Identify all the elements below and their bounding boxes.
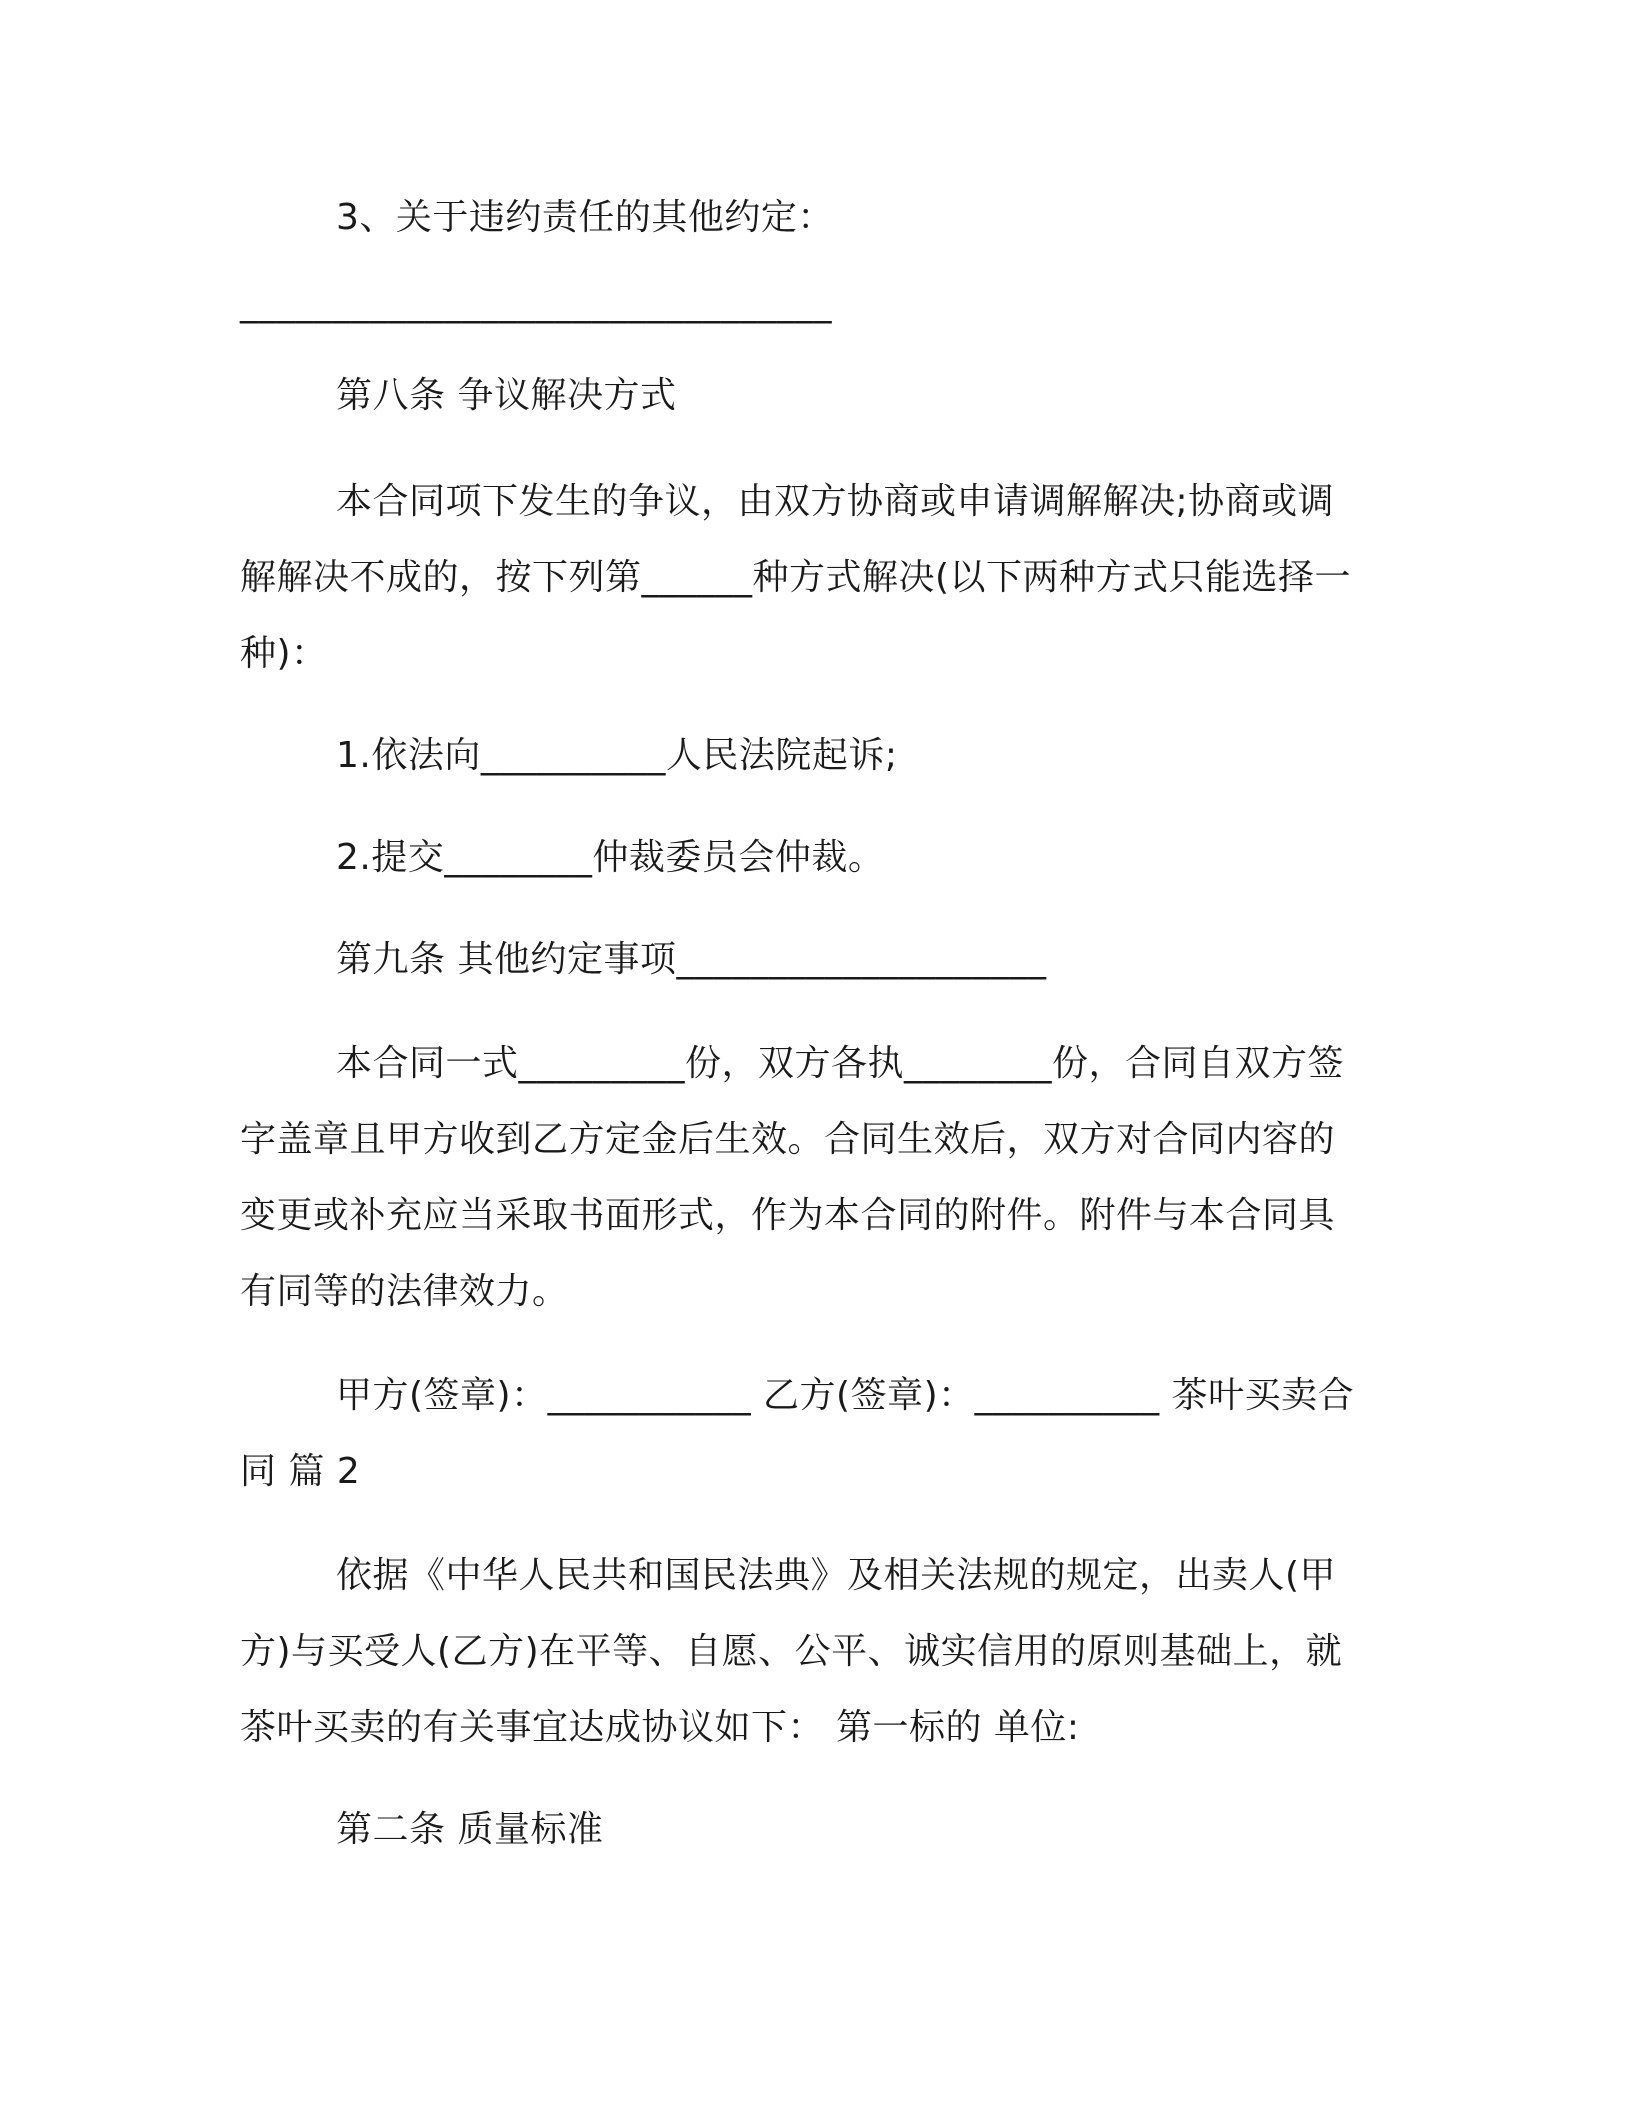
paragraph-line: 方)与买受人(乙方)在平等、自愿、公平、诚实信用的原则基础上，就 xyxy=(240,1631,1343,1672)
paragraph-line: 茶叶买卖的有关事宜达成协议如下： 第一标的 单位: xyxy=(240,1707,1080,1748)
paragraph-line: 字盖章且甲方收到乙方定金后生效。合同生效后，双方对合同内容的 xyxy=(240,1119,1336,1160)
section-title: 同 篇 2 xyxy=(240,1451,361,1492)
paragraph-line: 种)： xyxy=(240,633,328,674)
paragraph-line: 解解决不成的，按下列第______种方式解决(以下两种方式只能选择一 xyxy=(240,557,1352,598)
blank-line: ________________________________ xyxy=(240,283,832,324)
paragraph-line: 本合同项下发生的争议，由双方协商或申请调解解决;协商或调 xyxy=(336,481,1335,522)
paragraph-line: 本合同一式_________份，双方各执________份，合同自双方签 xyxy=(336,1043,1345,1084)
paragraph-line: 有同等的法律效力。 xyxy=(240,1271,569,1312)
article-9-heading: 第九条 其他约定事项____________________ xyxy=(336,939,1047,980)
signature-line: 甲方(签章)：___________ 乙方(签章)：__________ 茶叶买卖合 xyxy=(336,1375,1355,1416)
paragraph-line: 依据《中华人民共和国民法典》及相关法规的规定，出卖人(甲 xyxy=(336,1555,1337,1596)
article-2-heading: 第二条 质量标准 xyxy=(336,1809,604,1850)
paragraph-line: 变更或补充应当采取书面形式，作为本合同的附件。附件与本合同具 xyxy=(240,1195,1336,1236)
clause-liability-other: 3、关于违约责任的其他约定： xyxy=(336,197,834,238)
option-arbitration: 2.提交________仲裁委员会仲裁。 xyxy=(336,837,885,878)
article-8-heading: 第八条 争议解决方式 xyxy=(336,375,677,416)
option-court: 1.依法向__________人民法院起诉; xyxy=(336,735,898,776)
